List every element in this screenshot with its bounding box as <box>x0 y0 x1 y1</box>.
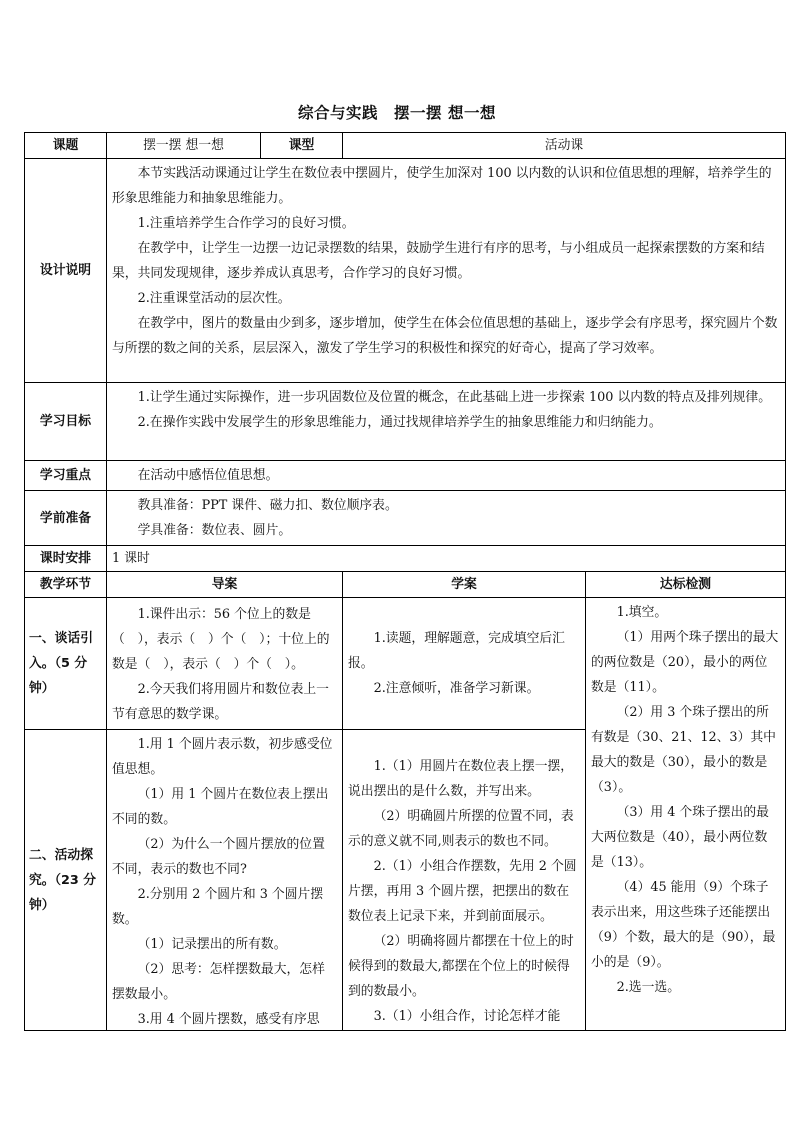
student-materials: 学具准备：数位表、圆片。 <box>137 523 292 538</box>
check-item: （2）用 3 个珠子摆出的所有数是（30、21、12、3）其中最大的数是（30），最小的数是（3）。 <box>591 705 776 795</box>
phase2-guide-item: （2）为什么一个圆片摆放的位置不同，表示的数也不同? <box>112 837 325 877</box>
phase2-study-item: （2）明确将圆片都摆在十位上的时候得到的数最大,都摆在个位上的时候得到的数最小。 <box>348 934 574 999</box>
column-study: 学案 <box>343 572 586 598</box>
phase1-label: 一、谈话引入。（5 分钟） <box>25 598 107 730</box>
phase2-guide <box>107 730 343 1031</box>
topic-label: 课题 <box>25 133 107 159</box>
phase2-guide-item: 3.用 4 个圆片摆数，感受有序思 <box>137 1012 320 1027</box>
phase1-guide <box>107 598 343 730</box>
objectives-label: 学习目标 <box>25 383 107 461</box>
check-item: 1.填空。 <box>616 605 668 620</box>
schedule-label: 课时安排 <box>25 546 107 572</box>
design-content <box>107 159 786 383</box>
preparation-content <box>107 491 786 546</box>
design-paragraph: 本节实践活动课通过让学生在数位表中摆圆片，使学生加深对 100 以内数的认识和位值思想的理解，培养学生的形象思维能力和抽象思维能力。 <box>112 166 772 206</box>
phase2-guide-item: （1）用 1 个圆片在数位表上摆出不同的数。 <box>112 787 329 827</box>
column-phase: 教学环节 <box>25 572 107 598</box>
columns-row <box>25 572 786 598</box>
phase2-study-item: （2）明确圆片所摆的位置不同，表示的意义就不同,则表示的数也不同。 <box>348 809 574 849</box>
phase2-study-item: 3.（1）小组合作，讨论怎样才能 <box>373 1009 561 1024</box>
check-item: （3）用 4 个珠子摆出的最大两位数是（40），最小两位数是（13）。 <box>591 805 769 870</box>
key-points-content <box>107 461 786 491</box>
preparation-label: 学前准备 <box>25 491 107 546</box>
column-check: 达标检测 <box>586 572 786 598</box>
phase1-guide-item: 2.今天我们将用圆片和数位表上一节有意思的数学课。 <box>112 682 329 722</box>
preparation-row <box>25 491 786 546</box>
key-points-text: 在活动中感悟位值思想。 <box>137 468 279 483</box>
phase1-study <box>343 598 586 730</box>
check-item: （1）用两个珠子摆出的最大的两位数是（20），最小的两位数是（11）。 <box>591 630 779 695</box>
schedule-value: 1 课时 <box>107 546 786 572</box>
type-value: 活动课 <box>343 133 786 159</box>
objectives-row <box>25 383 786 461</box>
teacher-materials: 教具准备：PPT 课件、磁力扣、数位顺序表。 <box>137 498 398 513</box>
objectives-content <box>107 383 786 461</box>
type-label: 课型 <box>261 133 343 159</box>
column-guide: 导案 <box>107 572 343 598</box>
phase2-study-item: 2.（1）小组合作摆数，先用 2 个圆片摆，再用 3 个圆片摆，把摆出的数在数位表上记录下来，并到前面展示。 <box>348 859 577 924</box>
design-row <box>25 159 786 383</box>
key-points-row <box>25 461 786 491</box>
phase2-guide-item: 1.用 1 个圆片表示数，初步感受位值思想。 <box>112 737 333 777</box>
phase2-guide-item: （2）思考：怎样摆数最大，怎样摆数最小。 <box>112 962 325 1002</box>
design-paragraph: 2.注重课堂活动的层次性。 <box>137 291 291 306</box>
design-paragraph: 在教学中，图片的数量由少到多，逐步增加，使学生在体会位值思想的基础上，逐步学会有序思考，探究圆片个数与所摆的数之间的关系，层层深入，激发了学生学习的积极性和探究的好奇心，提高了学习效率。 <box>112 316 778 356</box>
header-row <box>25 133 786 159</box>
objective-item: 1.让学生通过实际操作，进一步巩固数位及位置的概念，在此基础上进一步探索 100 以内数的特点及排列规律。 <box>137 390 772 405</box>
phase2-study <box>343 730 586 1031</box>
check-item: 2.选一选。 <box>616 980 680 995</box>
check-cell <box>586 598 786 1031</box>
key-points-label: 学习重点 <box>25 461 107 491</box>
phase1-study-item: 2.注意倾听，准备学习新课。 <box>373 681 540 696</box>
check-item: （4）45 能用（9）个珠子表示出来，用这些珠子还能摆出（9）个数，最大的是（90），最小的是（9）。 <box>591 880 776 970</box>
phase2-study-item: 1.（1）用圆片在数位表上摆一摆，说出摆出的是什么数，并写出来。 <box>348 759 574 799</box>
design-label: 设计说明 <box>25 159 107 383</box>
lesson-plan-table <box>24 132 786 1031</box>
phase1-guide-item: 1.课件出示：56 个位上的数是（ ），表示（ ）个（ ）；十位上的数是（ ），表示（ ）个（ ）。 <box>112 607 330 672</box>
design-paragraph: 在教学中，让学生一边摆一边记录摆数的结果，鼓励学生进行有序的思考，与小组成员一起探索摆数的方案和结果，共同发现规律，逐步养成认真思考，合作学习的良好习惯。 <box>112 241 765 281</box>
phase2-label: 二、活动探究。（23 分钟） <box>25 730 107 1031</box>
phase2-guide-item: 2.分别用 2 个圆片和 3 个圆片摆数。 <box>112 887 324 927</box>
page-title: 综合与实践 摆一摆 想一想 <box>298 103 496 122</box>
phase2-guide-item: （1）记录摆出的所有数。 <box>137 937 287 952</box>
phase1-row <box>25 598 786 730</box>
topic-value: 摆一摆 想一想 <box>107 133 261 159</box>
design-paragraph: 1.注重培养学生合作学习的良好习惯。 <box>137 216 355 231</box>
phase1-study-item: 1.读题，理解题意，完成填空后汇报。 <box>348 631 565 671</box>
schedule-row <box>25 546 786 572</box>
objective-item: 2.在操作实践中发展学生的形象思维能力，通过找规律培养学生的抽象思维能力和归纳能力。 <box>137 415 662 430</box>
